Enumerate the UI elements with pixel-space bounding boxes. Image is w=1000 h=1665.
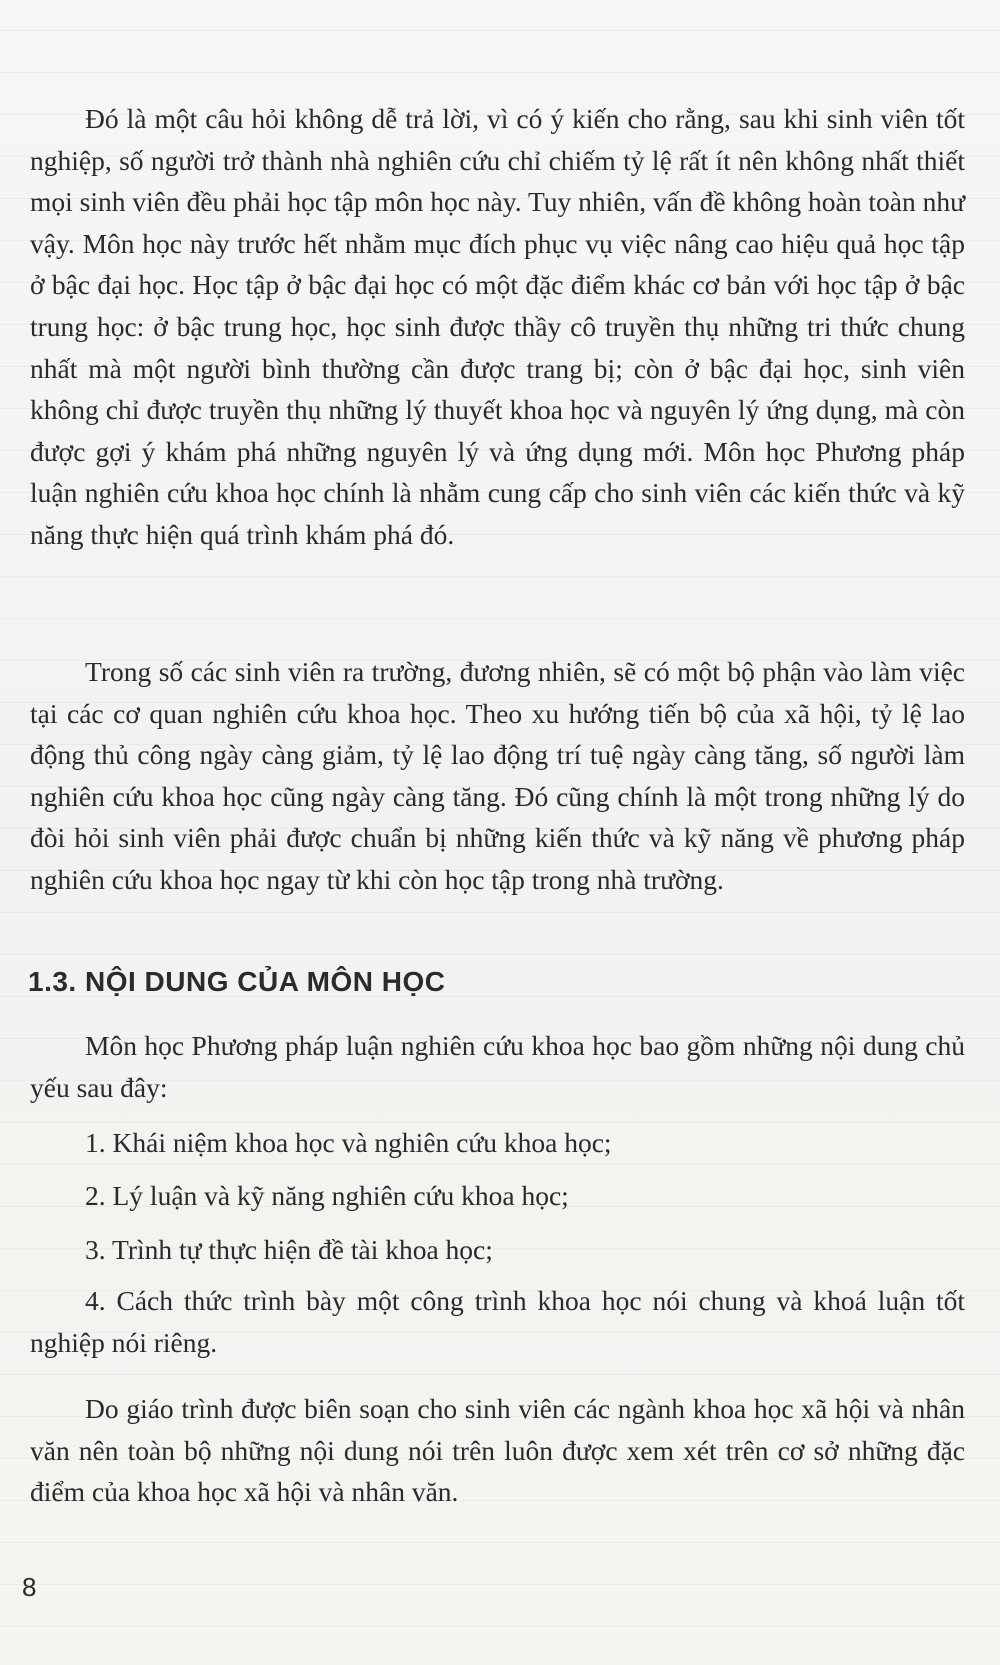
- list-item: [30, 1280, 965, 1363]
- page-number: 8: [22, 1572, 37, 1602]
- list-item: [30, 1229, 965, 1271]
- list-item: [30, 1122, 965, 1164]
- paragraph-3-text: Môn học Phương pháp luận nghiên cứu khoa học bao gồm những nội dung chủ yếu sau đây:: [30, 1030, 965, 1103]
- section-heading: 1.3. NỘI DUNG CỦA MÔN HỌC: [28, 966, 446, 997]
- paragraph-4: [30, 1388, 965, 1513]
- paragraph-4-text: Do giáo trình được biên soạn cho sinh viên các ngành khoa học xã hội và nhân văn nên toàn bộ những nội dung nói trên luôn được xem xét trên cơ sở những đặc điểm của khoa học xã hội và nhân văn.: [30, 1393, 965, 1508]
- list-item-text: 3. Trình tự thực hiện đề tài khoa học;: [85, 1234, 493, 1265]
- list-item: [30, 1175, 965, 1217]
- paragraph-2: [30, 651, 965, 901]
- paragraph-3: [30, 1025, 965, 1108]
- paragraph-1: [30, 98, 965, 556]
- list-item-text: 4. Cách thức trình bày một công trình khoa học nói chung và khoá luận tốt nghiệp nói riêng.: [30, 1285, 965, 1358]
- list-item-text: 2. Lý luận và kỹ năng nghiên cứu khoa học;: [85, 1180, 569, 1211]
- paragraph-1-text: Đó là một câu hỏi không dễ trả lời, vì có ý kiến cho rằng, sau khi sinh viên tốt nghiệp, số người trở thành nhà nghiên cứu chỉ chiếm tỷ lệ rất ít nên không nhất thiết mọi sinh viên đều phải học tập môn học này. Tuy nhiên, vấn đề không hoàn toàn như vậy. Môn học này trước hết nhằm mục đích phục vụ việc nâng cao hiệu quả học tập ở bậc đại học. Học tập ở bậc đại học có một đặc điểm khác cơ bản với học tập ở bậc trung học: ở bậc trung học, học sinh được thầy cô truyền thụ những tri thức chung nhất mà một người bình thường cần được trang bị; còn ở bậc đại học, sinh viên không chỉ được truyền thụ những lý thuyết khoa học và nguyên lý ứng dụng, mà còn được gợi ý khám phá những nguyên lý và ứng dụng mới. Môn học Phương pháp luận nghiên cứu khoa học chính là nhằm cung cấp cho sinh viên các kiến thức và kỹ năng thực hiện quá trình khám phá đó.: [30, 103, 966, 550]
- list-item-text: 1. Khái niệm khoa học và nghiên cứu khoa học;: [85, 1127, 612, 1158]
- paragraph-2-text: Trong số các sinh viên ra trường, đương nhiên, sẽ có một bộ phận vào làm việc tại các cơ quan nghiên cứu khoa học. Theo xu hướng tiến bộ của xã hội, tỷ lệ lao động thủ công ngày càng giảm, tỷ lệ lao động trí tuệ ngày càng tăng, số người làm nghiên cứu khoa học cũng ngày càng tăng. Đó cũng chính là một trong những lý do đòi hỏi sinh viên phải được chuẩn bị những kiến thức và kỹ năng về phương pháp nghiên cứu khoa học ngay từ khi còn học tập trong nhà trường.: [30, 656, 965, 895]
